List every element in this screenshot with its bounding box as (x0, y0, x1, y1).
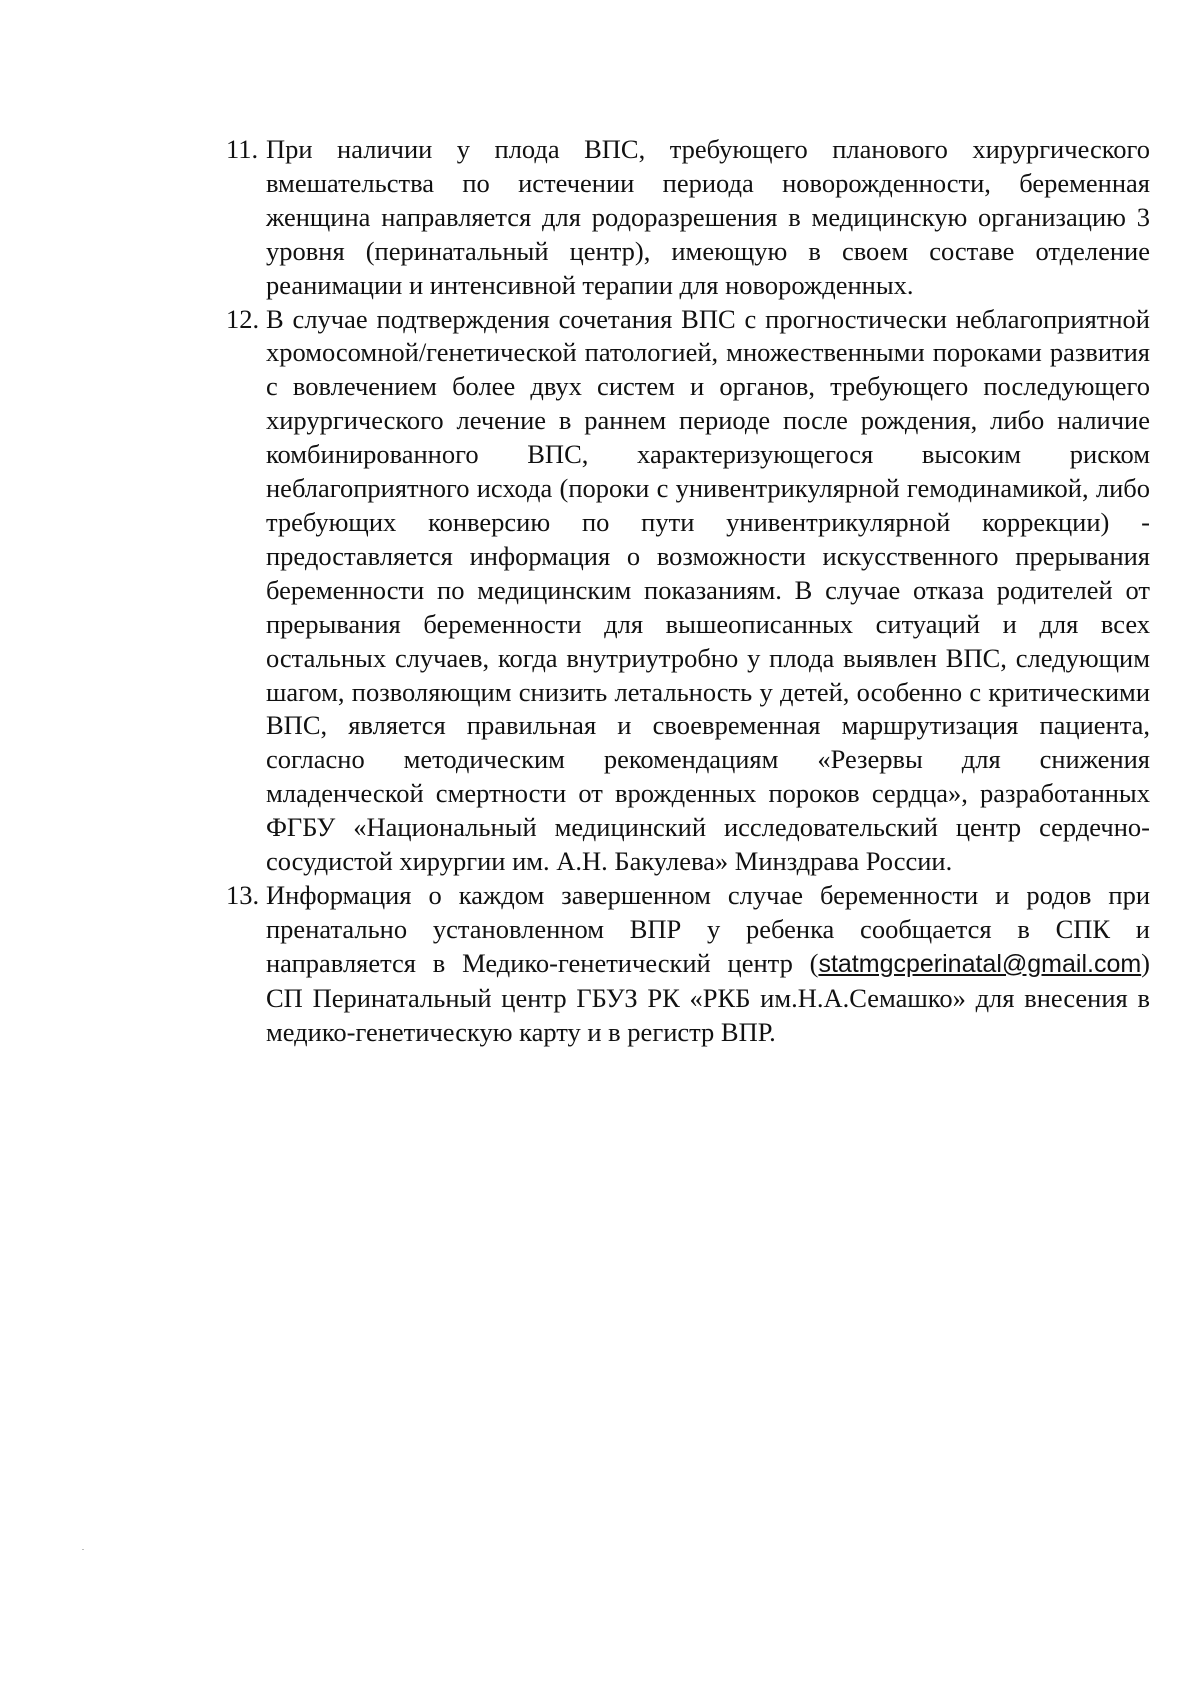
item-number: 13. (226, 879, 260, 910)
email-link[interactable]: statmgcperinatal@gmail.com (818, 949, 1142, 978)
item-text: В случае подтверждения сочетания ВПС с прогностически неблагоприятной хромосомной/генетической патологией, множественными пороками развития с вовлечением более двух систем и органов, требующего последующего хирургического лечение в раннем периоде после рождения, либо наличие комбинированного ВПС, характеризующегося высоким риском неблагоприятного исхода (пороки с унивентрикулярной гемодинамикой, либо требующих конверсию по пути унивентрикулярной коррекции) - предоставляется информация о возможности искусственного прерывания беременности по медицинским показаниям. В случае отказа родителей от прерывания беременности для вышеописанных ситуаций и для всех остальных случаев, когда внутриутробно у плода выявлен ВПС, следующим шагом, позволяющим снизить летальность у детей, особенно с критическими ВПС, является правильная и своевременная маршрутизация пациента, согласно методическим рекомендациям «Резервы для снижения младенческой смертности от врожденных пороков сердца», разработанных ФГБУ «Национальный медицинский исследовательский центр сердечно-сосудистой хирургии им. А.Н. Бакулева» Минздрава России. (266, 303, 1150, 877)
item-text: При наличии у плода ВПС, требующего планового хирургического вмешательства по истечении периода новорожденности, беременная женщина направляется для родоразрешения в медицинскую организацию 3 уровня (перинатальный центр), имеющую в своем составе отделение реанимации и интенсивной терапии для новорожденных. (266, 134, 1150, 300)
item-text-before-email: Информация о каждом завершенном случае беременности и родов при пренатально установленном ВПР у ребенка сообщается в СПК и направляется в Медико-генетический центр ( (266, 879, 1150, 978)
list-item-13 (226, 879, 1150, 1050)
numbered-list (226, 133, 1150, 1049)
list-item-11 (226, 133, 1150, 303)
scan-speck (82, 1549, 84, 1550)
item-number: 11. (226, 134, 259, 164)
list-item-12 (226, 303, 1150, 879)
item-text-after-email: ) СП Перинатальный центр ГБУЗ РК «РКБ им.Н.А.Семашко» для внесения в медико-генетическую карту и в регистр ВПР. (266, 947, 1150, 1047)
item-number: 12. (226, 303, 260, 334)
item-text (266, 879, 1150, 1050)
